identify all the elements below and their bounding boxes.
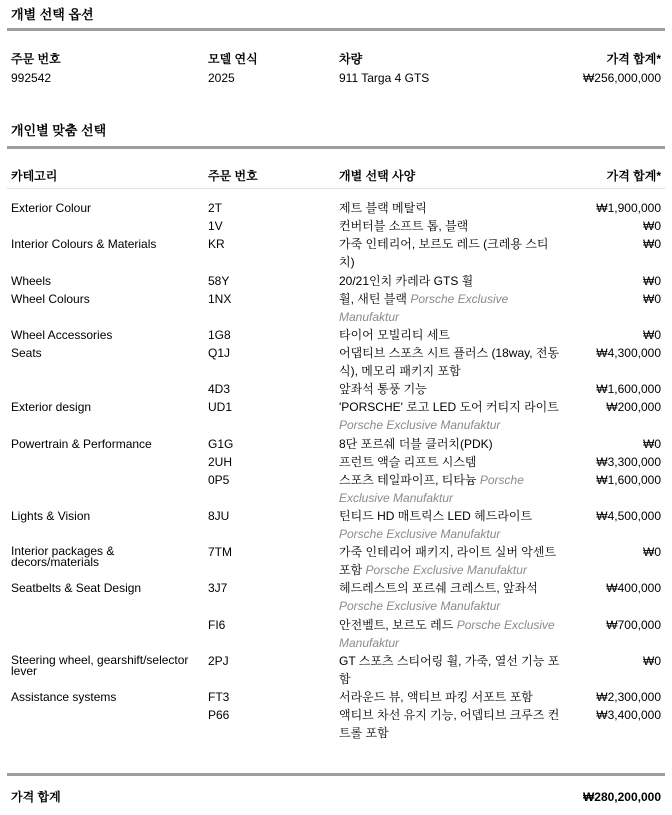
section-title-personalization: 개인별 맞춤 선택 <box>11 123 107 138</box>
row-category: Interior Colours & Materials <box>11 237 157 251</box>
row-price: ₩4,300,000 <box>596 346 661 360</box>
total-divider <box>7 773 665 776</box>
row-description-text: 액티브 차선 유지 기능, 어뎁티브 크루즈 컨트롤 포함 <box>339 708 560 740</box>
exclusive-manufaktur-note: Porsche Exclusive Manufaktur <box>339 292 509 324</box>
base-price-value: ₩256,000,000 <box>582 71 661 85</box>
row-order-code: P66 <box>208 708 230 722</box>
row-order-code: 4D3 <box>208 382 231 396</box>
row-description-text: 제트 블랙 메탈릭 <box>339 201 427 215</box>
row-category: Wheels <box>11 274 52 288</box>
row-description <box>339 272 561 290</box>
row-description-text: 타이어 모빌리티 세트 <box>339 328 450 342</box>
row-description-text: 틴티드 HD 매트릭스 LED 헤드라이트 <box>339 509 533 523</box>
row-price: ₩3,300,000 <box>596 455 661 469</box>
row-order-code: FI6 <box>208 618 226 632</box>
exclusive-manufaktur-note: Porsche Exclusive Manufaktur <box>339 418 501 432</box>
row-category: Seatbelts & Seat Design <box>11 581 142 595</box>
row-description <box>339 616 561 652</box>
row-order-code: 7TM <box>208 545 232 559</box>
row-order-code: 1V <box>208 219 223 233</box>
row-description <box>339 217 561 235</box>
row-category: Wheel Colours <box>11 292 90 306</box>
row-description <box>339 453 561 471</box>
row-price: ₩0 <box>643 292 661 306</box>
row-description <box>339 507 561 543</box>
row-description-text: 어댑티브 스포츠 시트 플러스 (18way, 전동식), 메모리 패키지 포함 <box>339 346 560 378</box>
row-category: Seats <box>11 346 42 360</box>
row-description <box>339 290 561 326</box>
row-price: ₩0 <box>643 237 661 251</box>
row-price: ₩0 <box>643 545 661 559</box>
row-price: ₩0 <box>643 274 661 288</box>
row-category: Wheel Accessories <box>11 328 113 342</box>
row-price: ₩1,600,000 <box>596 382 661 396</box>
row-description <box>339 199 561 217</box>
row-order-code: FT3 <box>208 690 230 704</box>
row-category: Lights & Vision <box>11 509 91 523</box>
row-description <box>339 326 561 344</box>
header-vehicle: 차량 <box>339 52 363 66</box>
row-description-text: 프런트 액슬 리프트 시스템 <box>339 455 477 469</box>
section-divider <box>7 146 665 149</box>
row-order-code: Q1J <box>208 346 231 360</box>
row-price: ₩4,500,000 <box>596 509 661 523</box>
header-order-no: 주문 번호 <box>11 52 61 66</box>
row-description-text: 서라운드 뷰, 액티브 파킹 서포트 포함 <box>339 690 533 704</box>
row-description-text: 'PORSCHE' 로고 LED 도어 커티지 라이트 <box>339 400 559 414</box>
row-price: ₩2,300,000 <box>596 690 661 704</box>
row-category: Steering wheel, gearshift/selector lever <box>11 653 189 678</box>
header-spec: 개별 선택 사양 <box>339 169 416 183</box>
vehicle-value: 911 Targa 4 GTS <box>339 71 430 85</box>
row-order-code: G1G <box>208 437 234 451</box>
row-description-text: 앞좌석 통풍 기능 <box>339 382 427 396</box>
row-order-code: 2PJ <box>208 654 229 668</box>
grand-total-value: ₩280,200,000 <box>582 790 661 804</box>
header-total-price: 가격 합계* <box>606 52 661 66</box>
row-price: ₩700,000 <box>606 618 661 632</box>
row-order-code: UD1 <box>208 400 233 414</box>
order-no-value: 992542 <box>11 71 52 85</box>
row-order-code: 0P5 <box>208 473 230 487</box>
row-price: ₩1,900,000 <box>596 201 661 215</box>
header-price: 가격 합계* <box>606 169 661 183</box>
row-category: Exterior design <box>11 400 92 414</box>
row-price: ₩0 <box>643 219 661 233</box>
row-description-text: 가죽 인테리어 패키지, 라이트 실버 악센트 포함 <box>339 545 557 577</box>
row-description-text: 헤드레스트의 포르쉐 크레스트, 앞좌석 <box>339 581 538 595</box>
row-order-code: 1G8 <box>208 328 231 342</box>
exclusive-manufaktur-note: Porsche Exclusive Manufaktur <box>339 527 501 541</box>
section-title-individual-options: 개별 선택 옵션 <box>11 7 94 22</box>
row-order-code: 2T <box>208 201 223 215</box>
row-description <box>339 398 561 434</box>
row-price: ₩400,000 <box>606 581 661 595</box>
row-description <box>339 652 561 688</box>
row-price: ₩0 <box>643 654 661 668</box>
row-description-text: 컨버터블 소프트 톱, 블랙 <box>339 219 469 233</box>
row-description <box>339 380 561 398</box>
row-description <box>339 543 561 579</box>
header-order-no: 주문 번호 <box>208 169 258 183</box>
row-price: ₩3,400,000 <box>596 708 661 722</box>
row-description <box>339 235 561 271</box>
row-description-text: 안전벨트, 보르도 레드 <box>339 618 454 632</box>
row-description <box>339 688 561 706</box>
exclusive-manufaktur-note: Porsche Exclusive Manufaktur <box>339 473 524 505</box>
row-description-text: 휠, 새틴 블랙 <box>339 292 407 306</box>
row-price: ₩200,000 <box>606 400 661 414</box>
row-description-text: 가죽 인테리어, 보르도 레드 (크레용 스티치) <box>339 237 549 269</box>
row-price: ₩0 <box>643 328 661 342</box>
row-description-text: GT 스포츠 스티어링 휠, 가죽, 열선 기능 포함 <box>339 654 560 686</box>
row-order-code: 8JU <box>208 509 230 523</box>
row-description <box>339 435 561 453</box>
row-price: ₩0 <box>643 437 661 451</box>
header-category: 카테고리 <box>11 169 58 183</box>
row-description-text: 스포츠 테일파이프, 티타늄 <box>339 473 477 487</box>
row-description <box>339 471 561 507</box>
row-category: Assistance systems <box>11 690 117 704</box>
row-description <box>339 706 561 742</box>
model-year-value: 2025 <box>208 71 235 85</box>
header-divider <box>7 188 665 189</box>
exclusive-manufaktur-note: Porsche Exclusive Manufaktur <box>339 618 555 650</box>
row-description-text: 8단 포르쉐 더블 클러치(PDK) <box>339 437 493 451</box>
row-category: Exterior Colour <box>11 201 92 215</box>
row-category: Powertrain & Performance <box>11 437 152 451</box>
row-order-code: 3J7 <box>208 581 228 595</box>
row-description-text: 20/21인치 카레라 GTS 휠 <box>339 274 474 288</box>
exclusive-manufaktur-note: Porsche Exclusive Manufaktur <box>339 599 501 613</box>
exclusive-manufaktur-note: Porsche Exclusive Manufaktur <box>365 563 527 577</box>
row-order-code: 58Y <box>208 274 230 288</box>
header-model-year: 모델 연식 <box>208 52 258 66</box>
row-description <box>339 344 561 380</box>
grand-total-label: 가격 합계 <box>11 790 61 804</box>
row-order-code: 1NX <box>208 292 232 306</box>
row-price: ₩1,600,000 <box>596 473 661 487</box>
section-divider <box>7 28 665 31</box>
row-order-code: 2UH <box>208 455 233 469</box>
row-category: Interior packages & decors/materials <box>11 544 115 569</box>
row-order-code: KR <box>208 237 225 251</box>
row-description <box>339 579 561 615</box>
